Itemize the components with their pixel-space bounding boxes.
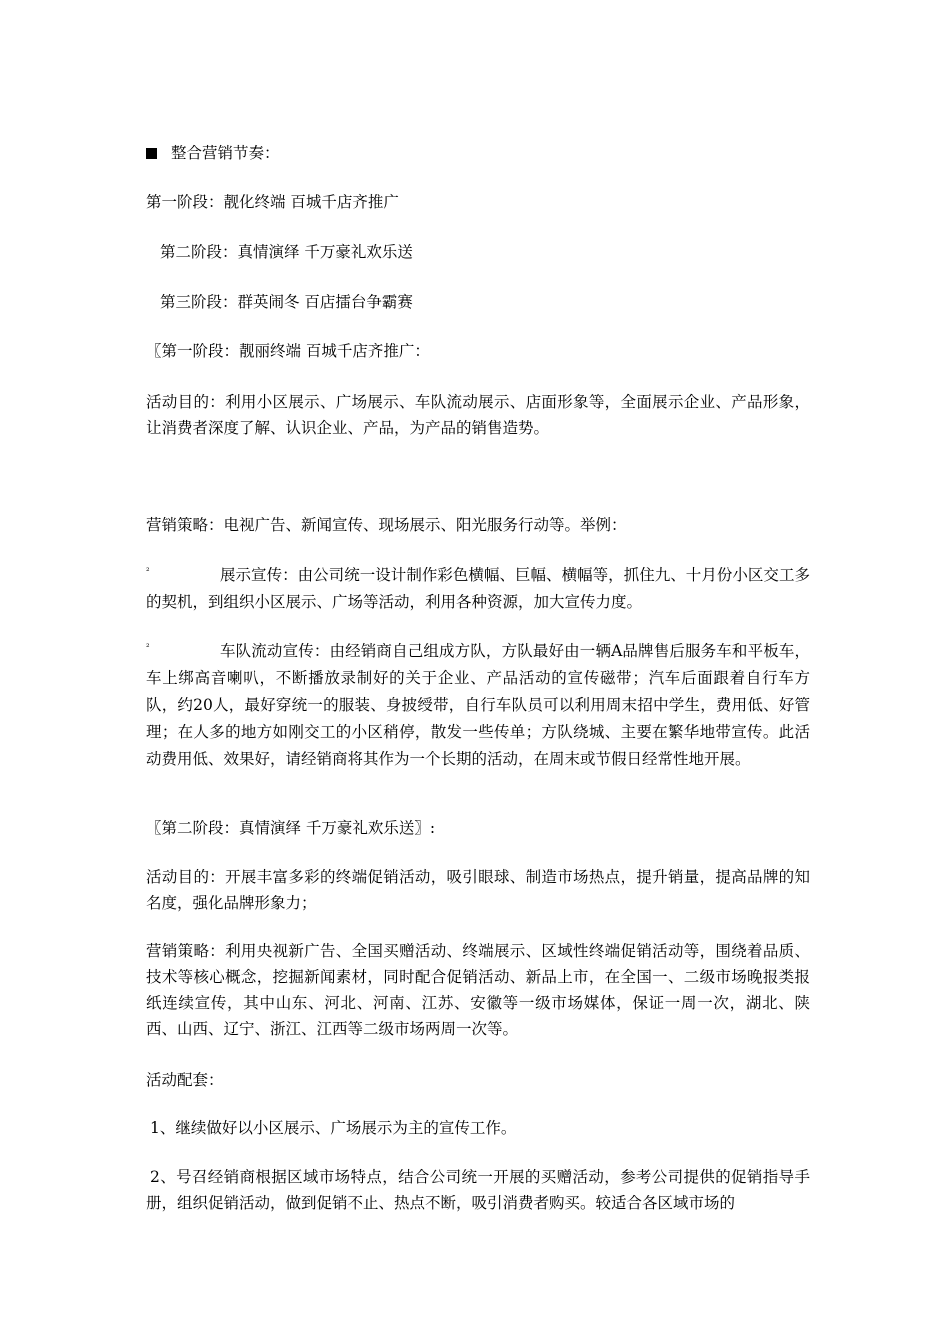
stage1-heading: 〖第一阶段：靓丽终端 百城千店齐推广： bbox=[146, 342, 430, 360]
stage1-bullet-2: 车队流动宣传：由经销商自己组成方队，方队最好由一辆A品牌售后服务车和平板车，车上绑高音喇叭，不断播放录制好的关于企业、产品活动的宣传磁带；汽车后面跟着自行车方队，约20人，最好穿统一的服装、身披绶带，自行车队员可以利用周末招中学生，费用低、好管理；在人多的地方如刚交工的小区稍停，散发一些传单；方队绕城、主要在繁华地带宣传。此活动费用低、效果好，请经销商将其作为一个长期的活动，在周末或节假日经常性地开展。 bbox=[146, 642, 810, 768]
bullet-marker-2: ² bbox=[146, 643, 150, 653]
stage2-heading: 〖第二阶段：真情演绎 千万豪礼欢乐送〗: bbox=[146, 819, 436, 837]
stage-list-item-3: 第三阶段：群英闹冬 百店擂台争霸赛 bbox=[160, 293, 413, 311]
stage2-purpose: 活动目的：开展丰富多彩的终端促销活动，吸引眼球、制造市场热点，提升销量，提高品牌的知名度，强化品牌形象力； bbox=[146, 868, 810, 912]
rhythm-heading bbox=[146, 140, 810, 166]
stage2-support-heading: 活动配套： bbox=[146, 1071, 224, 1089]
bullet-marker-1: ² bbox=[146, 567, 150, 577]
stage1-purpose: 活动目的：利用小区展示、广场展示、车队流动展示、店面形象等，全面展示企业、产品形象，让消费者深度了解、认识企业、产品，为产品的销售造势。 bbox=[146, 393, 810, 437]
stage-list-item-1: 第一阶段：靓化终端 百城千店齐推广 bbox=[146, 193, 399, 211]
black-square-bullet-icon bbox=[146, 148, 157, 159]
stage1-strategy: 营销策略：电视广告、新闻宣传、现场展示、阳光服务行动等。举例： bbox=[146, 516, 627, 534]
support-item-2: 2、号召经销商根据区域市场特点，结合公司统一开展的买赠活动，参考公司提供的促销指导手册，组织促销活动，做到促销不止、热点不断，吸引消费者购买。较适合各区域市场的 bbox=[146, 1168, 810, 1212]
stage2-strategy: 营销策略：利用央视新广告、全国买赠活动、终端展示、区域性终端促销活动等，围绕着品质、技术等核心概念，挖掘新闻素材，同时配合促销活动、新品上市，在全国一、二级市场晚报类报纸连续宣传，其中山东、河北、河南、江苏、安徽等一级市场媒体，保证一周一次，湖北、陕西、山西、辽宁、浙江、江西等二级市场两周一次等。 bbox=[146, 942, 810, 1038]
stage-list-item-2: 第二阶段：真情演绎 千万豪礼欢乐送 bbox=[160, 243, 413, 261]
rhythm-heading-text: 整合营销节奏： bbox=[171, 144, 280, 162]
support-item-1: 1、继续做好以小区展示、广场展示为主的宣传工作。 bbox=[150, 1119, 517, 1137]
stage1-bullet-1: 展示宣传：由公司统一设计制作彩色横幅、巨幅、横幅等，抓住九、十月份小区交工多的契机，到组织小区展示、广场等活动，利用各种资源，加大宣传力度。 bbox=[146, 566, 810, 611]
